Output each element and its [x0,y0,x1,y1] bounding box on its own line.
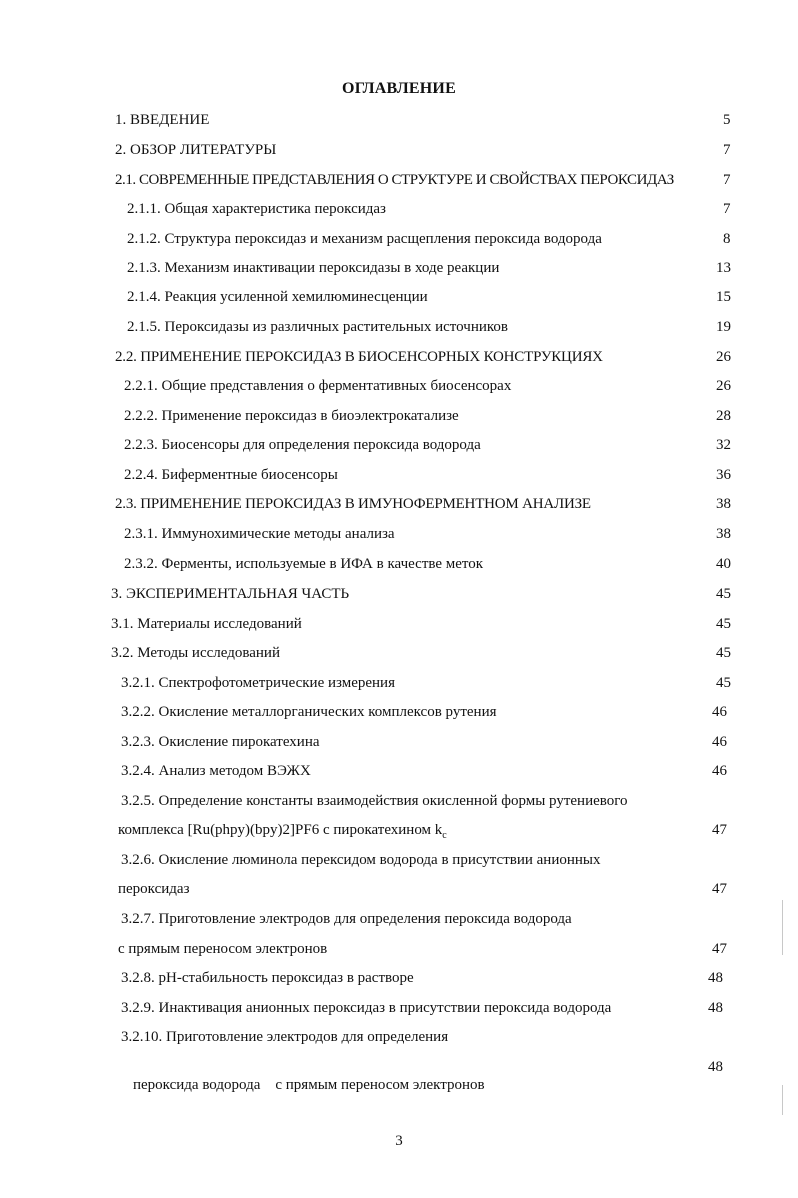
toc-entry-label: 2.1.2. Структура пероксидаз и механизм расщепления пероксида водорода [127,231,602,247]
toc-page-number: 48 [708,1059,723,1075]
toc-entry-label: 3. ЭКСПЕРИМЕНТАЛЬНАЯ ЧАСТЬ [111,586,350,602]
toc-entry [118,821,447,845]
toc-page-number: 7 [723,172,731,188]
toc-page-number: 40 [716,556,731,572]
toc-entry-label: 3.2.8. pH-стабильность пероксидаз в растворе [121,970,414,986]
toc-entry-label: 3.2.10. Приготовление электродов для определения [121,1029,449,1045]
toc-entry-label: 2.2.1. Общие представления о ферментативных биосенсорах [124,378,512,394]
scan-edge-mark [782,900,783,955]
toc-entry-label: 2.1.3. Механизм инактивации пероксидазы в ходе реакции [127,260,500,276]
toc-page-number: 26 [716,378,731,394]
toc-entry-label: 3.2.1. Спектрофотометрические измерения [121,675,395,691]
toc-page-number: 8 [723,231,731,247]
toc-entry [121,851,601,869]
toc-entry-label: 3.2.2. Окисление металлорганических комплексов рутения [121,704,497,720]
toc-page-number: 26 [716,349,731,365]
toc-entry [124,377,511,395]
toc-entry [127,259,499,277]
toc-entry [121,999,611,1017]
toc-entry [115,141,276,159]
toc-entry-label: пероксида водорода с прямым переносом электронов [133,1077,485,1093]
toc-entry [124,436,481,454]
toc-page-number: 45 [716,675,731,691]
toc-entry [118,880,190,898]
toc-entry [127,288,428,306]
toc-entry-label: 1. ВВЕДЕНИЕ [115,112,210,128]
toc-entry-label: 2.3.1. Иммунохимические методы анализа [124,526,395,542]
toc-entry [115,495,591,513]
toc-entry-label: 3.2.4. Анализ методом ВЭЖХ [121,763,311,779]
toc-page-number: 47 [712,822,727,838]
toc-page-number: 28 [716,408,731,424]
toc-page-number: 19 [716,319,731,335]
toc-entry [124,555,483,573]
toc-page-number: 15 [716,289,731,305]
toc-page-number: 7 [723,142,731,158]
toc-entry [121,703,497,721]
toc-entry-label: 2.1.1. Общая характеристика пероксидаз [127,201,386,217]
subscript: c [442,830,447,841]
toc-entry [118,940,327,958]
toc-page-number: 38 [716,496,731,512]
toc-page-number: 38 [716,526,731,542]
toc-page-number: 45 [716,616,731,632]
toc-entry-label: 2.1. СОВРЕМЕННЫЕ ПРЕДСТАВЛЕНИЯ О СТРУКТУРЕ И СВОЙСТВАХ ПЕРОКСИДАЗ [115,172,674,188]
toc-entry-label: 3.2.7. Приготовление электродов для определения пероксида водорода [121,911,572,927]
toc-page-number: 46 [712,763,727,779]
scan-edge-mark [782,1085,783,1115]
toc-page-number: 5 [723,112,731,128]
toc-entry [121,1028,448,1046]
toc-page-number: 47 [712,881,727,897]
toc-page-number: 48 [708,1000,723,1016]
toc-entry [115,348,603,366]
page-title: ОГЛАВЛЕНИЕ [342,80,456,97]
toc-page-number: 13 [716,260,731,276]
toc-entry [127,318,508,336]
toc-entry-label: 2.3. ПРИМЕНЕНИЕ ПЕРОКСИДАЗ В ИМУНОФЕРМЕНТНОМ АНАЛИЗЕ [115,496,591,512]
toc-entry [111,585,349,603]
toc-entry-label: 2.2.2. Применение пероксидаз в биоэлектрокатализе [124,408,459,424]
toc-entry [121,910,572,928]
toc-page-number: 32 [716,437,731,453]
toc-entry-label: 3.2.9. Инактивация анионных пероксидаз в присутствии пероксида водорода [121,1000,612,1016]
toc-page-number: 45 [716,586,731,602]
toc-entry-label: 3.1. Материалы исследований [111,616,302,632]
toc-page-number: 7 [723,201,731,217]
toc-entry-label: 2.2. ПРИМЕНЕНИЕ ПЕРОКСИДАЗ В БИОСЕНСОРНЫХ КОНСТРУКЦИЯХ [115,349,603,365]
toc-entry-label: 2.2.4. Биферментные биосенсоры [124,467,338,483]
toc-entry [124,525,395,543]
toc-page-number: 36 [716,467,731,483]
toc-entry [121,792,628,810]
page-number: 3 [395,1133,403,1149]
toc-page-number: 46 [712,704,727,720]
toc-entry [115,171,674,189]
toc-page-number: 48 [708,970,723,986]
toc-entry-label: 3.2. Методы исследований [111,645,280,661]
toc-entry-label: 3.2.6. Окисление люминола перексидом водорода в присутствии анионных [121,852,601,868]
toc-entry-label: 3.2.3. Окисление пирокатехина [121,734,320,750]
toc-entry [121,674,395,692]
toc-entry [118,1058,485,1112]
toc-entry-label: 2. ОБЗОР ЛИТЕРАТУРЫ [115,142,277,158]
toc-entry-label: 2.1.4. Реакция усиленной хемилюминесценции [127,289,428,305]
toc-entry [115,111,209,129]
toc-entry [111,615,302,633]
toc-entry [121,762,311,780]
toc-entry [124,407,459,425]
toc-page-number: 46 [712,734,727,750]
toc-entry [127,200,386,218]
toc-entry-label: 3.2.5. Определение константы взаимодействия окисленной формы рутениевого [121,793,628,809]
toc-entry [121,969,414,987]
toc-entry [124,466,338,484]
toc-entry [111,644,280,662]
toc-page-number: 47 [712,941,727,957]
toc-page-number: 45 [716,645,731,661]
toc-entry-label: комплекса [Ru(phpy)(bpy)2]PF6 с пирокатехином k [118,822,443,838]
toc-entry-label: с прямым переносом электронов [118,941,328,957]
toc-entry-label: 2.3.2. Ферменты, используемые в ИФА в качестве меток [124,556,484,572]
toc-entry-label: 2.2.3. Биосенсоры для определения пероксида водорода [124,437,481,453]
toc-entry [127,230,602,248]
toc-entry-label: пероксидаз [118,881,190,897]
toc-entry [121,733,320,751]
toc-entry-label: 2.1.5. Пероксидазы из различных растительных источников [127,319,508,335]
